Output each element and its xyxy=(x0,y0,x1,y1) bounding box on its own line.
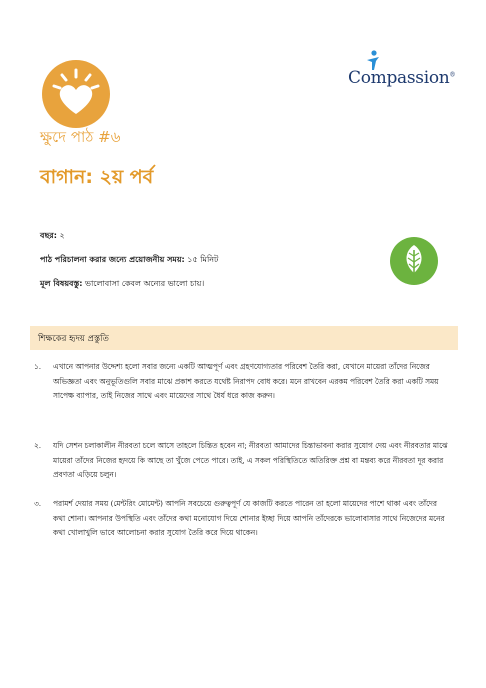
meta-year-label: বছর: xyxy=(40,231,57,240)
meta-topic-label: মূল বিষয়বস্তু: xyxy=(40,279,83,288)
prep-item-text: যদি সেশন চলাকালীন নীরবতা চলে আসে তাহলে চিন্তিত হবেন না; নীরবতা আমাদের চিন্তাভাবনা করার সুযোগ দেয় এবং নীরবতার মাঝে মায়েরা তাঁদের নিজের হৃদয়ে কি আছে তা খুঁজে পেতে পারে। তাই, এ সকল পরিস্থিতিতে অতিরিক্ত প্রশ্ন বা মন্তব্য করে নীরবতা দূর করার প্রবণতা এড়িয়ে চলুন। xyxy=(53,441,448,480)
prep-item-text: এখানে আপনার উদ্দেশ্য হলো সবার জন্যে একটি আত্মপূর্ণ এবং গ্রহণযোগ্যতার পরিবেশ তৈরি করা, যেখানে মায়েরা তাঁদের নিজের অভিজ্ঞতা এবং অনুভূতিগুলি সবার মাঝে প্রকাশ করতে যথেষ্ট নিরাপদ বোধ করে। মনে রাখবেন এরকম পরিবেশ তৈরি করা একটি সময় সাপেক্ষ ব্যাপার, তাই নিজের সাথে এবং মায়েদের সাথে ধৈর্য ধরে কাজ করুন। xyxy=(53,362,439,401)
prep-list-item xyxy=(34,439,451,483)
meta-year-value: ২ xyxy=(59,231,65,240)
meta-time-label: পাঠ পরিচালনা করার জন্যে প্রয়োজনীয় সময়: xyxy=(40,255,185,264)
lesson-kicker: ক্ষুদে পাঠ #৬ xyxy=(40,128,121,146)
prep-heading: শিক্ষকের হৃদয় প্রস্তুতি xyxy=(38,334,109,344)
prep-item-text: পরামর্শ দেয়ার সময় (মেন্টরিং মোমেন্ট) আপনি সবচেয়ে গুরুত্বপূর্ণ যে কাজটি করতে পারেন তা হলো মায়েদের পাশে থাকা এবং তাঁদের কথা শোনা। আপনার উপস্থিতি এবং তাঁদের কথা মনোযোগ দিয়ে শোনার ইচ্ছা দিয়ে আপনি তাঁদেরকে ভালোবাসার সাথে নিজেদের মনের কথা খোলাখুলি ভাবে আলোচনা করার সুযোগ তৈরি করে দিয়ে থাকেন। xyxy=(53,499,445,538)
lesson-title: বাগান: ২য় পর্ব xyxy=(40,166,154,188)
meta-time xyxy=(40,254,218,267)
prep-item-number: ৩. xyxy=(34,499,42,508)
meta-year xyxy=(40,230,65,243)
meta-topic xyxy=(40,278,204,291)
prep-item-number: ১. xyxy=(34,362,42,371)
prep-list-item xyxy=(34,360,451,404)
meta-topic-value: ভালোবাসা কেবল অন্যের ভালো চায়। xyxy=(85,279,205,288)
prep-list-item xyxy=(34,497,451,541)
prep-item-number: ২. xyxy=(34,441,42,450)
meta-time-value: ১৫ মিনিট xyxy=(187,255,219,264)
leaf-icon xyxy=(389,236,439,286)
brand-logo xyxy=(343,50,456,96)
heart-sun-icon xyxy=(40,58,112,130)
prep-heading-bar xyxy=(30,326,458,350)
brand-name: Compassion® xyxy=(348,68,456,88)
